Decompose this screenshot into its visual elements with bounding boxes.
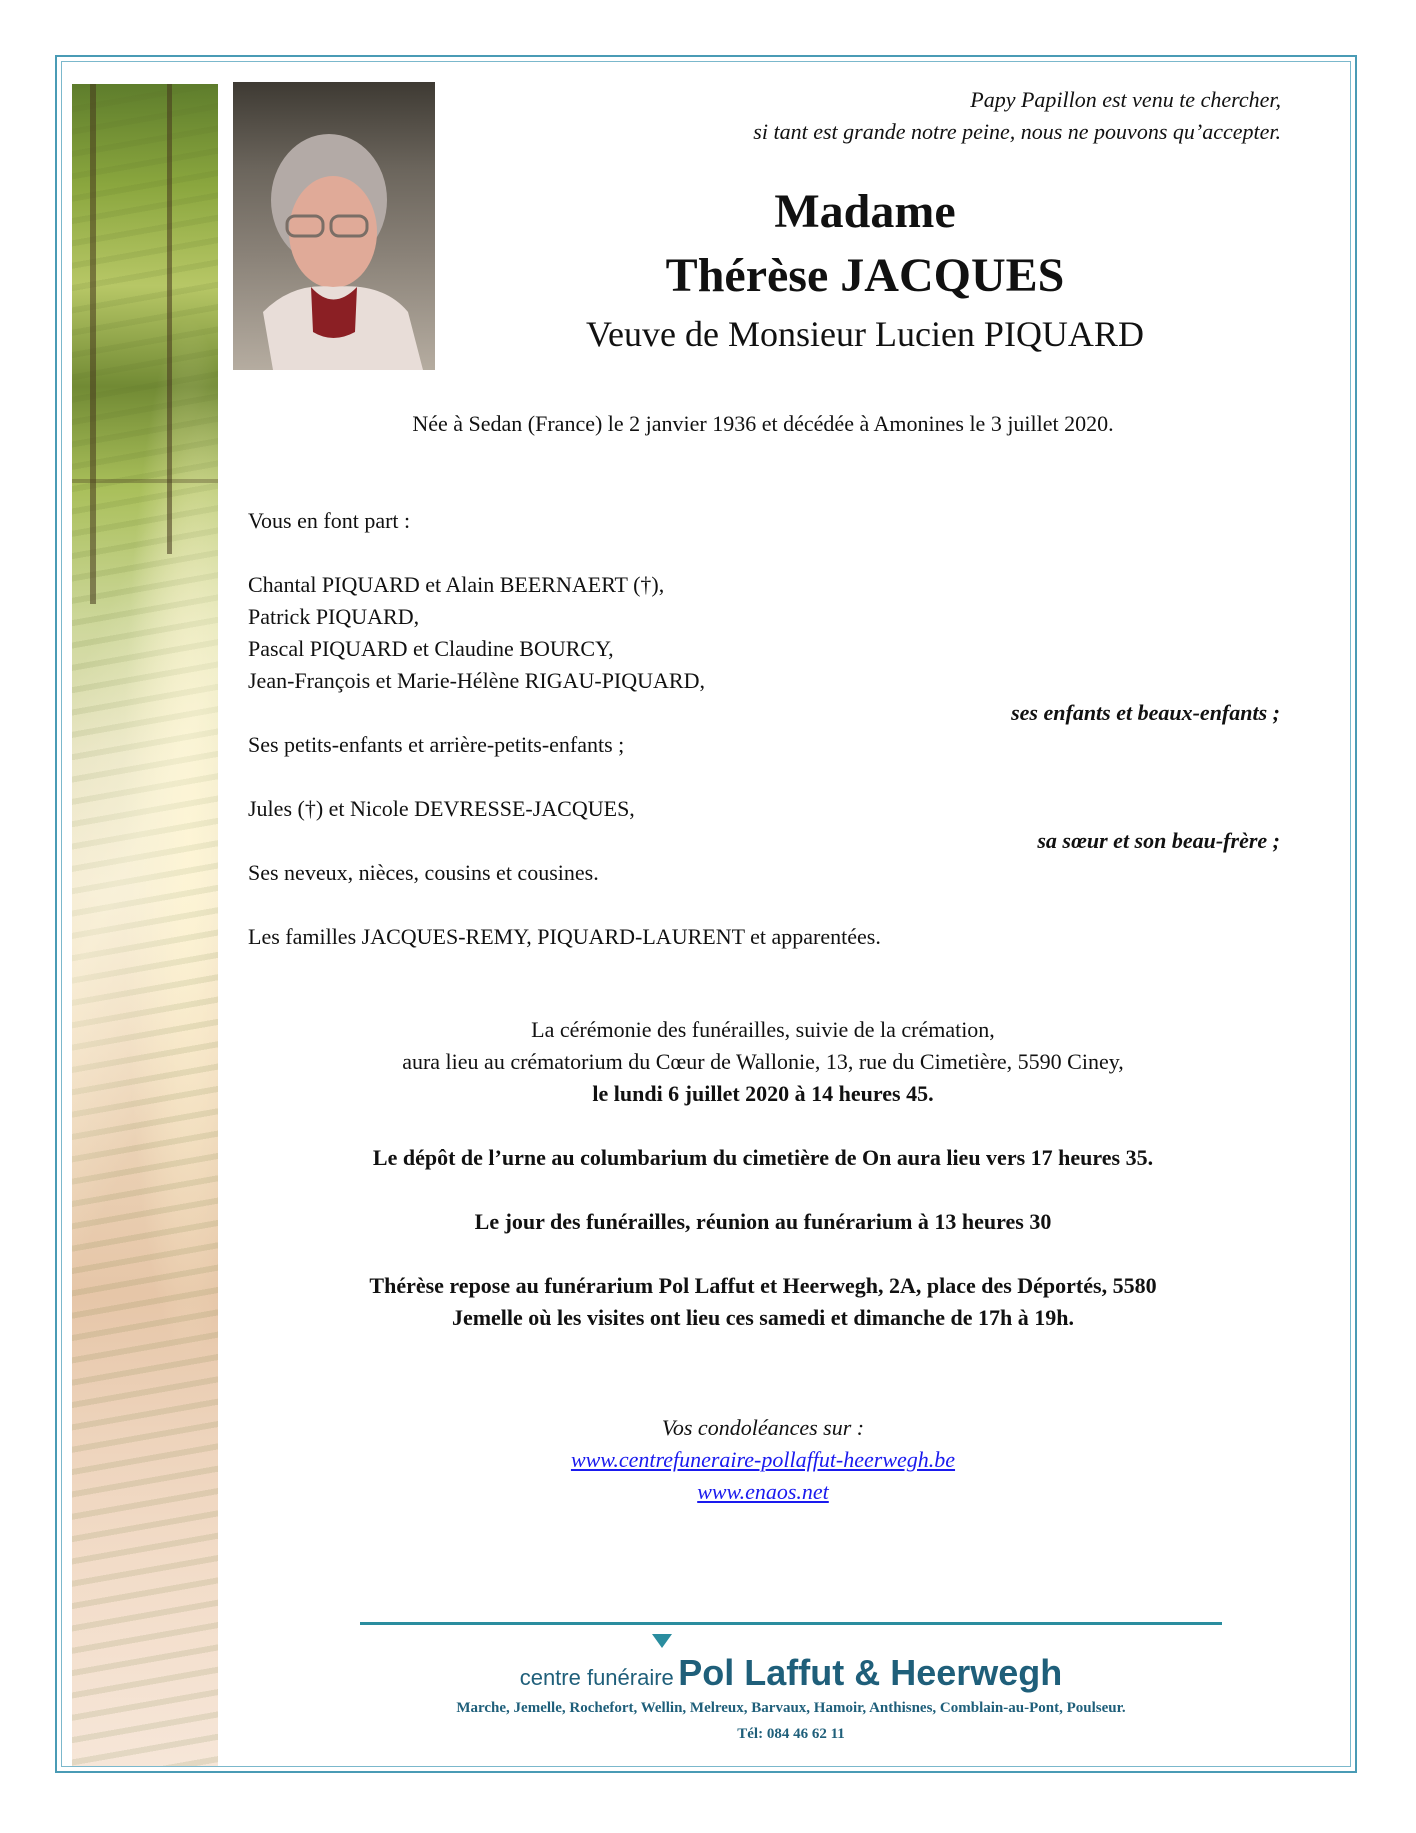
quote-line-2: si tant est grande notre peine, nous ne pouvons qu’accepter. (753, 119, 1281, 144)
salutation: Madame (774, 185, 956, 238)
ceremony-line-1: La cérémonie des funérailles, suivie de la crémation, (531, 1017, 995, 1042)
widow-line: Veuve de Monsieur Lucien PIQUARD (586, 314, 1144, 354)
families-line: Les familles JACQUES-REMY, PIQUARD-LAURENT et apparentées. (248, 924, 881, 949)
child-line: Pascal PIQUARD et Claudine BOURCY, (248, 636, 614, 661)
child-line: Jean-François et Marie-Hélène RIGAU-PIQUARD, (248, 668, 705, 693)
birth-death-line: Née à Sedan (France) le 2 janvier 1936 et décédée à Amonines le 3 juillet 2020. (412, 411, 1114, 436)
deceased-title (470, 180, 1260, 358)
funeral-center-link[interactable]: www.centrefuneraire-pollaffut-heerwegh.be (570, 1447, 956, 1472)
forest-path-image (72, 84, 218, 1766)
children-role: ses enfants et beaux-enfants ; (1011, 700, 1280, 725)
meeting-line: Le jour des funérailles, réunion au funérarium à 13 heures 30 (474, 1209, 1052, 1234)
footer-locations: Marche, Jemelle, Rochefort, Wellin, Melreux, Barvaux, Hamoir, Anthisnes, Comblain-au-Pont, Poulseur. (456, 1700, 1126, 1716)
nephews-line: Ses neveux, nièces, cousins et cousines. (248, 860, 599, 885)
enaos-link[interactable]: www.enaos.net (697, 1479, 829, 1504)
condolences-label: Vos condoléances sur : (661, 1415, 865, 1440)
triangle-marker-icon (652, 1634, 672, 1648)
ceremony-info (248, 1014, 1278, 1334)
rest-line-1: Thérèse repose au funérarium Pol Laffut et Heerwegh, 2A, place des Déportés, 5580 (369, 1273, 1157, 1298)
sibling-line: Jules (†) et Nicole DEVRESSE-JACQUES, (248, 796, 635, 821)
deceased-name: Thérèse JACQUES (665, 249, 1065, 302)
footer-divider (360, 1622, 1222, 1625)
condolences-block (248, 1412, 1278, 1508)
ceremony-line-2: aura lieu au crématorium du Cœur de Wallonie, 13, rue du Cimetière, 5590 Ciney, (402, 1049, 1124, 1074)
funeral-home-logo (360, 1652, 1222, 1694)
family-intro: Vous en font part : (248, 508, 411, 533)
quote-line-1: Papy Papillon est venu te chercher, (970, 87, 1281, 112)
family-announcement (248, 505, 1280, 953)
brand-prefix: centre funéraire (519, 1665, 674, 1690)
child-line: Chantal PIQUARD et Alain BEERNAERT (†), (248, 572, 665, 597)
portrait-photo (233, 82, 435, 370)
poem-quote (753, 84, 1281, 148)
ceremony-date: le lundi 6 juillet 2020 à 14 heures 45. (592, 1081, 934, 1106)
sibling-role: sa sœur et son beau-frère ; (1037, 828, 1280, 853)
grandchildren-line: Ses petits-enfants et arrière-petits-enfants ; (248, 732, 625, 757)
footer-phone: Tél: 084 46 62 11 (737, 1726, 845, 1742)
brand-name: Pol Laffut & Heerwegh (678, 1652, 1063, 1693)
child-line: Patrick PIQUARD, (248, 604, 420, 629)
rest-line-2: Jemelle où les visites ont lieu ces samedi et dimanche de 17h à 19h. (451, 1305, 1075, 1330)
urn-deposit: Le dépôt de l’urne au columbarium du cimetière de On aura lieu vers 17 heures 35. (372, 1145, 1154, 1170)
